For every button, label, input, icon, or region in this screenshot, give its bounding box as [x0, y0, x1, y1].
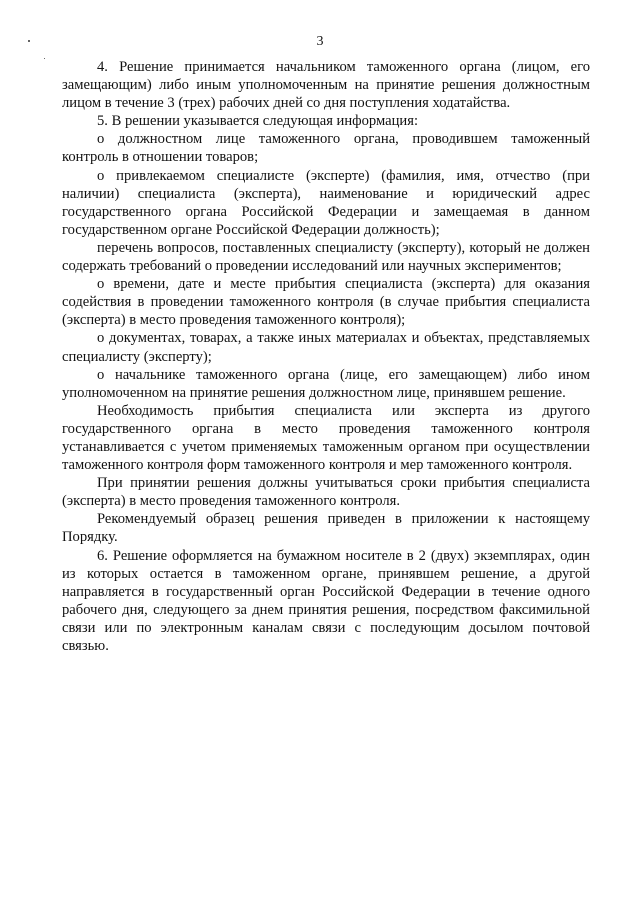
page-number: 3 [316, 34, 324, 49]
paragraph-official: о должностном лице таможенного органа, проводившем таможенный контроль в отношении товаров; [62, 131, 590, 166]
paragraph-necessity: Необходимость прибытия специалиста или эксперта из другого государственного органа в место проведения таможенного контроля устанавливается с учетом применяемых таможенным органом при осуществлении таможенного контроля форм таможенного контроля и мер таможенного контроля. [62, 402, 590, 474]
paragraph-specialist: о привлекаемом специалисте (эксперте) (фамилия, имя, отчество (при наличии) специалиста (эксперта), наименование и юридический адрес государственного органа Российской Федерации и замещаемая в данном государственном органе Российской Федерации должность); [62, 167, 590, 238]
paragraph-sample-reference: Рекомендуемый образец решения приведен в приложении к настоящему Порядку. [62, 511, 590, 546]
paragraph-head-of-authority: о начальнике таможенного органа (лице, его замещающем) либо ином уполномоченном на принятие решения должностном лице, принявшем решение. [62, 366, 590, 401]
paragraph-documents: о документах, товарах, а также иных материалах и объектах, представляемых специалисту (эксперту); [62, 330, 590, 365]
paragraph-questions: перечень вопросов, поставленных специалисту (эксперту), который не должен содержать требований о проведении исследований или научных экспериментов; [62, 239, 590, 275]
paragraph-deadlines: При принятии решения должны учитываться сроки прибытия специалиста (эксперта) в место проведения таможенного контроля. [62, 475, 590, 510]
paragraph-item-5-intro: 5. В решении указывается следующая информация: [97, 113, 418, 130]
paragraph-item-4: 4. Решение принимается начальником таможенного органа (лицом, его замещающим) либо иным уполномоченным на принятие решения должностным лицом в течение 3 (трех) рабочих дней со дня поступления ходатайства. [62, 59, 590, 112]
scan-speck [44, 58, 45, 59]
document-body [62, 58, 590, 655]
paragraph-arrival-time: о времени, дате и месте прибытия специалиста (эксперта) для оказания содействия в проведении таможенного контроля (в случае прибытия специалиста (эксперта) в место проведения таможенного контроля); [62, 276, 590, 329]
paragraph-item-6: 6. Решение оформляется на бумажном носителе в 2 (двух) экземплярах, один из которых остается в таможенном органе, принявшем решение, а другой направляется в государственный орган Российской Федерации в течение одного рабочего дня, следующего за днем принятия решения, посредством факсимильной связи или по электронным каналам связи с последующим досылом почтовой связью. [62, 547, 590, 654]
